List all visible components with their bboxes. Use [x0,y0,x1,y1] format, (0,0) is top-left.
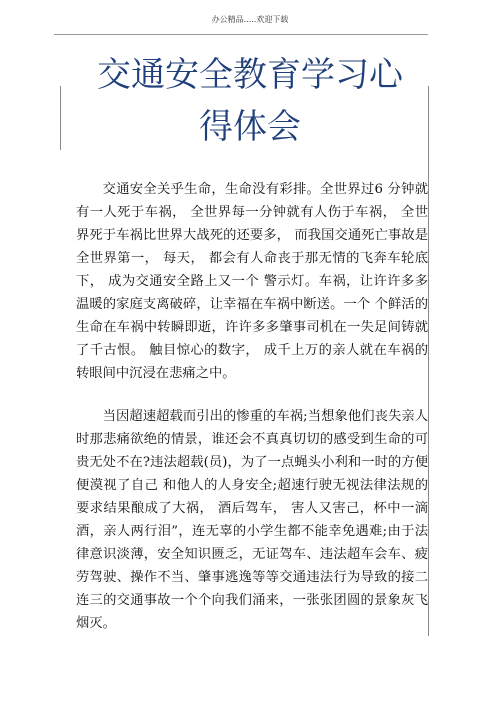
title-line-2: 得体会 [199,107,301,147]
page-header: 办公精品.....欢迎下载 [211,15,289,24]
right-margin-line [428,86,429,636]
paragraph-1: 交通安全关乎生命，生命没有彩排。全世界过6 分钟就有一人死于车祸， 全世界每一分钟就有人伤于车祸， 全世界死于车祸比世界大战死的还要多， 而我国交通死亡事故是全世界第一， 每天， 都会有人命丧于那无情的飞奔车轮底下， 成为交通安全路上又一个 警示灯。车祸，让许许多多温暖的家庭支离破碎，让幸福在车祸中断送。一个 个鲜活的生命在车祸中转瞬即逝，许许多多肇事司机在一失足间铸就了千古恨。 触目惊心的数字， 成千上万的亲人就在车祸的转眼间中沉浸在悲痛之中。 [76,182,428,381]
header-rule [54,34,428,35]
title-line-1: 交通安全教育学习心 [97,55,403,95]
article-body [76,178,428,635]
paragraph-2: 当因超速超载而引出的惨重的车祸;当想象他们丧失亲人时那悲痛欲绝的情景，谁还会不真真切切的感受到生命的可贵无处不在?违法超载(员)，为了一点蝇头小利和一时的方便 便漠视了自己 和他人的人身安全;超速行驶无视法律法规的要求结果酿成了大祸， 酒后驾车， 害人又害己，杯中一滴酒，亲人两行泪”，连无辜的小学生都不能幸免遇难;由于法律意识淡薄，安全知识匮乏，无证驾车、违法超车会车、疲劳驾驶、操作不当、肇事逃逸等等交通违法行为导致的接二连三的交通事故一个个向我们涌来，一张张团圆的景象灰飞烟灭。 [76,409,428,631]
